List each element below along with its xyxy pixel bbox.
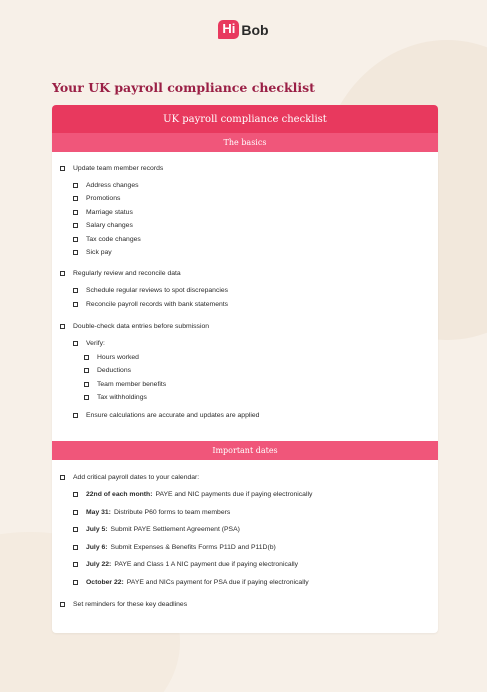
checkbox[interactable] bbox=[73, 413, 78, 418]
checklist-subitem[interactable]: Verify: bbox=[73, 340, 105, 347]
checkbox[interactable] bbox=[60, 602, 65, 607]
checklist-subitem[interactable]: Tax code changes bbox=[73, 236, 141, 243]
checklist-subitem[interactable]: Sick pay bbox=[73, 249, 112, 256]
checklist-item[interactable]: Add critical payroll dates to your calendar: bbox=[60, 474, 199, 481]
checklist-card bbox=[52, 105, 438, 633]
page-title: Your UK payroll compliance checklist bbox=[52, 80, 315, 95]
checkbox[interactable] bbox=[73, 545, 78, 550]
checkbox[interactable] bbox=[73, 302, 78, 307]
checklist-item[interactable]: Regularly review and reconcile data bbox=[60, 270, 181, 277]
hibob-logo bbox=[0, 20, 487, 39]
card-title: UK payroll compliance checklist bbox=[52, 105, 438, 133]
section-basics-title: The basics bbox=[52, 133, 438, 152]
checklist-subitem[interactable]: Tax withholdings bbox=[84, 394, 147, 401]
checkbox[interactable] bbox=[84, 395, 89, 400]
logo-bob: Bob bbox=[241, 21, 269, 38]
checkbox[interactable] bbox=[73, 196, 78, 201]
checklist-subitem[interactable]: Marriage status bbox=[73, 209, 133, 216]
checkbox[interactable] bbox=[73, 210, 78, 215]
checklist-subitem[interactable]: Deductions bbox=[84, 367, 131, 374]
checklist-item[interactable]: Update team member records bbox=[60, 165, 163, 172]
checkbox[interactable] bbox=[73, 510, 78, 515]
checklist-subitem[interactable]: Ensure calculations are accurate and updates are applied bbox=[73, 412, 259, 419]
checkbox[interactable] bbox=[73, 183, 78, 188]
logo-hi: Hi bbox=[218, 20, 239, 39]
checkbox[interactable] bbox=[73, 223, 78, 228]
checkbox[interactable] bbox=[60, 475, 65, 480]
date-item[interactable]: May 31: Distribute P60 forms to team members bbox=[73, 509, 230, 516]
checkbox[interactable] bbox=[73, 492, 78, 497]
checkbox[interactable] bbox=[60, 166, 65, 171]
checklist-item[interactable]: Set reminders for these key deadlines bbox=[60, 601, 187, 608]
checkbox[interactable] bbox=[73, 527, 78, 532]
checklist-subitem[interactable]: Salary changes bbox=[73, 222, 133, 229]
date-item[interactable]: October 22: PAYE and NICs payment for PSA due if paying electronically bbox=[73, 579, 309, 586]
section-dates-title: Important dates bbox=[52, 441, 438, 460]
checklist-subitem[interactable]: Team member benefits bbox=[84, 381, 166, 388]
checkbox[interactable] bbox=[84, 355, 89, 360]
date-item[interactable]: July 22: PAYE and Class 1 A NIC payment due if paying electronically bbox=[73, 561, 298, 568]
checklist-item[interactable]: Double-check data entries before submission bbox=[60, 323, 209, 330]
date-item[interactable]: 22nd of each month: PAYE and NIC payments due if paying electronically bbox=[73, 491, 312, 498]
checkbox[interactable] bbox=[73, 562, 78, 567]
checkbox[interactable] bbox=[84, 368, 89, 373]
checkbox[interactable] bbox=[73, 288, 78, 293]
checklist-subitem[interactable]: Hours worked bbox=[84, 354, 139, 361]
date-item[interactable]: July 5: Submit PAYE Settlement Agreement (PSA) bbox=[73, 526, 240, 533]
checkbox[interactable] bbox=[73, 580, 78, 585]
checklist-subitem[interactable]: Reconcile payroll records with bank statements bbox=[73, 301, 228, 308]
checkbox[interactable] bbox=[60, 271, 65, 276]
checkbox[interactable] bbox=[60, 324, 65, 329]
checklist-subitem[interactable]: Promotions bbox=[73, 195, 120, 202]
checklist-subitem[interactable]: Schedule regular reviews to spot discrepancies bbox=[73, 287, 228, 294]
checkbox[interactable] bbox=[73, 237, 78, 242]
checkbox[interactable] bbox=[73, 250, 78, 255]
checkbox[interactable] bbox=[84, 382, 89, 387]
checkbox[interactable] bbox=[73, 341, 78, 346]
date-item[interactable]: July 6: Submit Expenses & Benefits Forms P11D and P11D(b) bbox=[73, 544, 276, 551]
checklist-subitem[interactable]: Address changes bbox=[73, 182, 139, 189]
